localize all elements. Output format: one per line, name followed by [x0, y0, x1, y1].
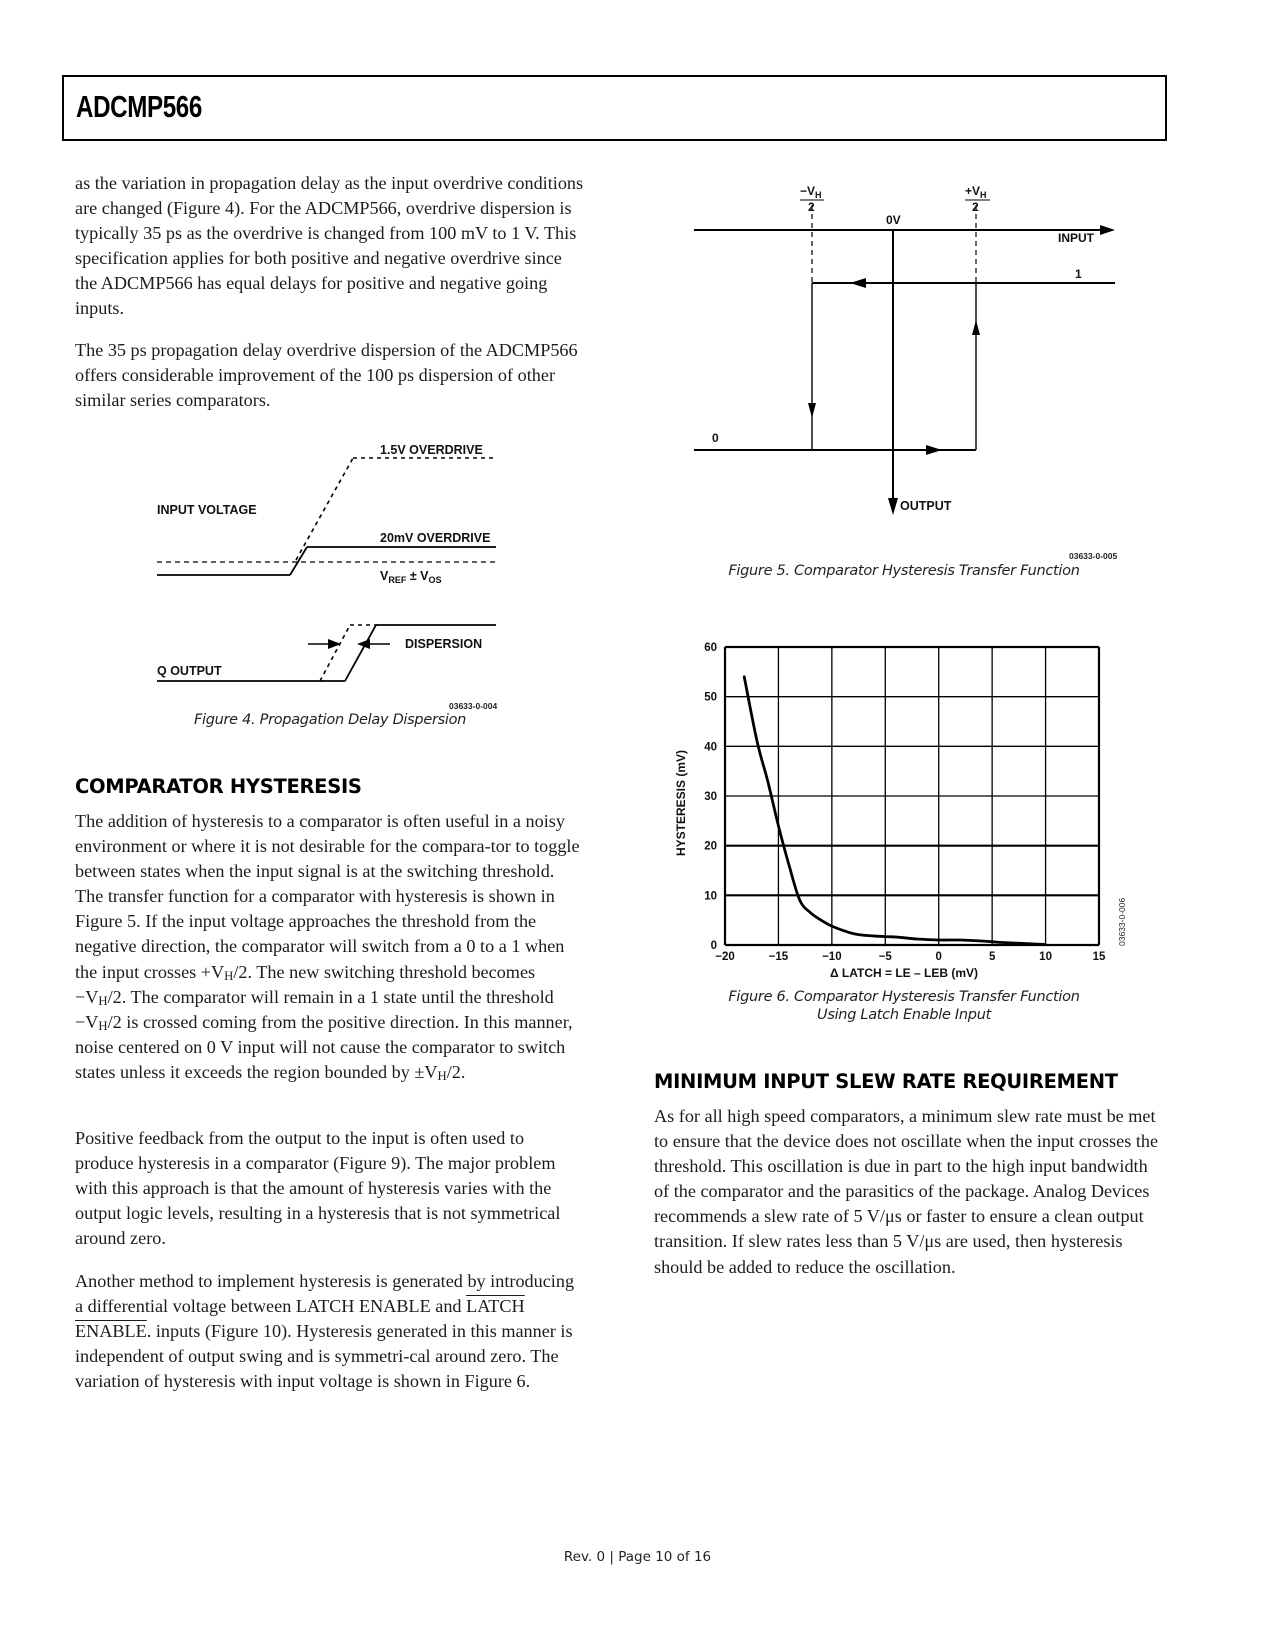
figure5-caption: Figure 5. Comparator Hysteresis Transfer Function: [728, 563, 1080, 579]
y-tick-label: 10: [704, 890, 717, 903]
y-tick-label: 30: [704, 791, 717, 803]
figure4-code: 03633-0-004: [449, 701, 498, 711]
svg-text:2: 2: [808, 200, 815, 214]
x-axis-ticks: [715, 951, 1106, 963]
figure4-propagation-delay-diagram: [150, 430, 510, 710]
figure6-hysteresis-chart: [660, 630, 1140, 990]
figure6-caption-line2: Using Latch Enable Input: [817, 1007, 991, 1023]
neg-vh-label: $-V_H$: [800, 184, 822, 200]
input-voltage-label: INPUT VOLTAGE: [157, 503, 257, 517]
y-tick-label: 40: [704, 741, 717, 754]
document-title: ADCMP566: [76, 89, 202, 124]
y-tick-label: 20: [704, 840, 717, 853]
overdrive-dispersion-paragraph: as the variation in propagation delay as the input overdrive conditions are changed (Figure 4). For the ADCMP566, overdrive dispersion is typically 35 ps as the overdrive is changed from 100 mV to 1 V. This specification applies for both positive and negative overdrive since the ADCMP566 has equal delays for positive and negative going inputs.: [75, 173, 584, 319]
input-axis-label: INPUT: [1058, 231, 1094, 245]
dispersion-label: DISPERSION: [405, 637, 483, 651]
x-axis-label: Δ LATCH = LE – LEB (mV): [829, 966, 979, 980]
x-tick-label: −15: [768, 951, 789, 963]
positive-feedback-paragraph: Positive feedback from the output to the input is often used to produce hysteresis in a comparator (Figure 9). The major problem with this approach is that the amount of hysteresis varies with the output logic levels, resulting in a hysteresis that is not symmetrical around zero.: [75, 1128, 561, 1249]
figure5-code: 03633-0-005: [1069, 551, 1118, 561]
pos-vh-label: $+V_H$: [965, 184, 987, 200]
figure6-code: 03633-0-006: [1117, 897, 1127, 946]
figure6-caption-line1: Figure 6. Comparator Hysteresis Transfer Function: [728, 989, 1080, 1005]
dispersion-comparison-paragraph: The 35 ps propagation delay overdrive dispersion of the ADCMP566 offers considerable improvement of the 100 ps dispersion of other similar series comparators.: [75, 340, 578, 411]
page-footer: Rev. 0 | Page 10 of 16: [563, 1549, 712, 1565]
slew-rate-heading: MINIMUM INPUT SLEW RATE REQUIREMENT: [654, 1070, 1118, 1093]
output-axis-label: OUTPUT: [900, 499, 952, 513]
state-one-label: 1: [1075, 267, 1082, 281]
latch-enable-method-paragraph: Another method to implement hysteresis is generated by introducing a differential voltage between LATCH ENABLE and LATCH ENABLE. inputs (Figure 10). Hysteresis generated in this manner is independent of output swing and is symmetri-cal around zero. The variation of hysteresis with input voltage is shown in Figure 6.: [75, 1271, 575, 1392]
page-header: [62, 75, 1167, 141]
x-tick-label: 10: [1039, 951, 1052, 963]
y-tick-label: 0: [710, 940, 717, 952]
y-tick-label: 50: [704, 691, 717, 704]
q-output-label: Q OUTPUT: [157, 664, 222, 678]
svg-text:2: 2: [972, 200, 979, 214]
x-tick-label: −5: [878, 951, 892, 963]
chart-grid: [725, 647, 1099, 945]
hysteresis-intro-paragraph: The addition of hysteresis to a comparator is often useful in a noisy environment or where it is not desirable for the compara-tor to toggle between states when the input signal is at the switching threshold. The transfer function for a comparator with hysteresis is shown in Figure 5. If the input voltage approaches the threshold from the negative direction, the comparator will switch from a 0 to a 1 when the input crosses $+V_H/2$. The new switching threshold becomes $-V_H/2$. The comparator will remain in a 1 state until the threshold $-V_H/2$ is crossed coming from the positive direction. In this manner, noise centered on 0 V input will not cause the comparator to switch states unless it exceeds the region bounded by $\pm V_H/2$.: [75, 811, 580, 1083]
figure5-hysteresis-transfer-diagram: [690, 180, 1130, 550]
state-zero-label: 0: [712, 431, 719, 445]
x-tick-label: 0: [935, 951, 942, 963]
y-tick-label: 60: [704, 642, 717, 654]
latch-enable-bar: LATCH ENABLE: [75, 1296, 525, 1342]
x-tick-label: −10: [822, 951, 842, 963]
y-axis-label: HYSTERESIS (mV): [674, 749, 688, 857]
y-axis-ticks: [704, 642, 717, 952]
x-tick-label: −20: [715, 951, 735, 963]
vref-label: $V_{REF} \pm V_{OS}$: [380, 569, 442, 585]
figure4-caption: Figure 4. Propagation Delay Dispersion: [193, 712, 467, 728]
x-tick-label: 15: [1092, 951, 1106, 963]
hysteresis-curve: [744, 677, 1045, 945]
comparator-hysteresis-heading: COMPARATOR HYSTERESIS: [75, 775, 362, 798]
overdrive-high-label: 1.5V OVERDRIVE: [380, 443, 483, 457]
overdrive-low-label: 20mV OVERDRIVE: [380, 531, 491, 545]
zero-volt-label: 0V: [886, 213, 901, 227]
slew-rate-paragraph: As for all high speed comparators, a minimum slew rate must be met to ensure that the device does not oscillate when the input crosses the threshold. This oscillation is due in part to the high input bandwidth of the comparator and the parasitics of the package. Analog Devices recommends a slew rate of 5 V/μs or faster to ensure a clean output transition. If slew rates less than 5 V/μs are used, then hysteresis should be added to reduce the oscillation.: [654, 1106, 1159, 1277]
x-tick-label: 5: [988, 951, 996, 963]
